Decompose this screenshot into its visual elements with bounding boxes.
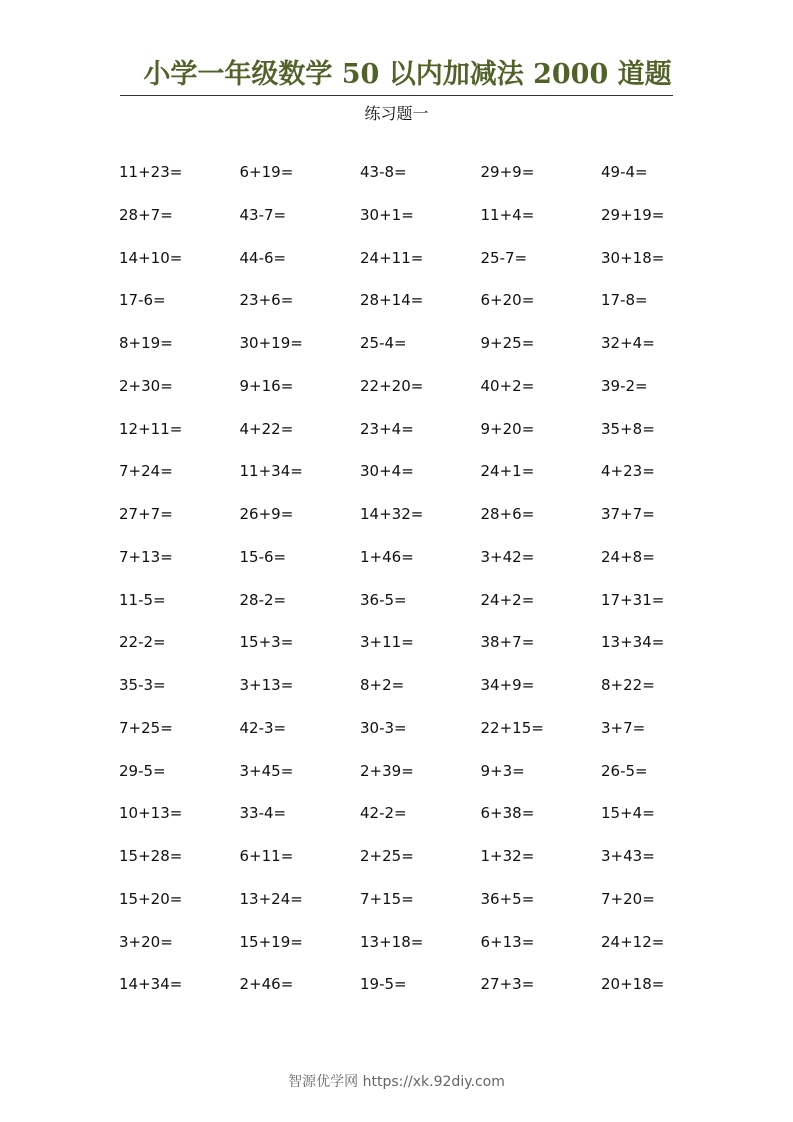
math-problem: 22+20= bbox=[360, 376, 424, 395]
math-problem: 3+43= bbox=[601, 847, 655, 865]
math-problem: 24+8= bbox=[601, 547, 655, 566]
math-problem: 7+13= bbox=[119, 547, 173, 566]
math-problem: 14+32= bbox=[360, 505, 424, 523]
math-problem: 25-4= bbox=[360, 334, 407, 352]
math-problem: 30+4= bbox=[360, 462, 414, 481]
page-title: 小学一年级数学 50 以内加减法 2000 道题 bbox=[143, 59, 672, 90]
math-problem: 1+46= bbox=[360, 547, 414, 566]
math-problem: 38+7= bbox=[480, 633, 535, 652]
math-problem: 13+34= bbox=[601, 633, 665, 652]
problem-row bbox=[119, 761, 739, 804]
math-problem: 11+4= bbox=[480, 205, 535, 224]
math-problem: 11-5= bbox=[119, 590, 166, 609]
math-problem: 37+7= bbox=[601, 505, 655, 523]
math-problem: 28+6= bbox=[480, 505, 535, 523]
math-problem: 15+3= bbox=[239, 633, 294, 652]
math-problem: 11+34= bbox=[239, 462, 303, 481]
problem-row bbox=[119, 718, 739, 761]
math-problem: 35-3= bbox=[119, 676, 166, 694]
math-problem: 7+15= bbox=[360, 889, 414, 908]
math-problem: 28+7= bbox=[119, 205, 173, 224]
math-problem: 9+20= bbox=[480, 419, 535, 438]
math-problem: 22-2= bbox=[119, 633, 166, 652]
math-problem: 3+11= bbox=[360, 633, 414, 652]
math-problem: 44-6= bbox=[239, 248, 287, 267]
problem-row bbox=[119, 846, 739, 889]
math-problem: 17-8= bbox=[601, 291, 648, 310]
math-problem: 3+42= bbox=[480, 547, 535, 566]
problem-row bbox=[119, 205, 739, 248]
math-problem: 36+5= bbox=[480, 889, 535, 908]
math-problem: 4+22= bbox=[239, 419, 294, 438]
math-problem: 14+10= bbox=[119, 248, 183, 267]
footer-watermark: 智源优学网 https://xk.92diy.com bbox=[288, 1074, 505, 1090]
problem-row bbox=[119, 333, 739, 376]
math-problem: 6+19= bbox=[239, 163, 294, 181]
problem-row bbox=[119, 675, 739, 718]
math-problem: 42-3= bbox=[239, 718, 287, 737]
math-problem: 36-5= bbox=[360, 590, 407, 609]
math-problem: 8+2= bbox=[360, 676, 405, 694]
math-problem: 7+24= bbox=[119, 462, 173, 481]
math-problem: 33-4= bbox=[239, 804, 287, 823]
math-problem: 2+30= bbox=[119, 376, 173, 395]
math-problem: 43-7= bbox=[239, 205, 287, 224]
problem-row bbox=[119, 376, 739, 419]
math-problem: 12+11= bbox=[119, 419, 183, 438]
math-problem: 40+2= bbox=[480, 376, 535, 395]
math-problem: 29-5= bbox=[119, 761, 166, 780]
problem-row bbox=[119, 932, 739, 975]
problem-row bbox=[119, 419, 739, 462]
math-problem: 1+32= bbox=[480, 847, 535, 865]
math-problem: 2+25= bbox=[360, 847, 414, 865]
math-problem: 15+20= bbox=[119, 889, 183, 908]
math-problem: 3+13= bbox=[239, 676, 294, 694]
problem-row bbox=[119, 590, 739, 633]
math-problem: 22+15= bbox=[480, 718, 544, 737]
math-problem: 30-3= bbox=[360, 718, 407, 737]
math-problem: 4+23= bbox=[601, 462, 655, 481]
math-problem: 6+11= bbox=[239, 847, 294, 865]
math-problem: 24+1= bbox=[480, 462, 535, 481]
math-problem: 8+19= bbox=[119, 334, 173, 352]
math-problem: 30+19= bbox=[239, 334, 303, 352]
problem-row bbox=[119, 547, 739, 590]
problem-grid bbox=[119, 162, 739, 1017]
math-problem: 28-2= bbox=[239, 590, 287, 609]
math-problem: 6+20= bbox=[480, 291, 535, 310]
math-problem: 24+2= bbox=[480, 590, 535, 609]
math-problem: 32+4= bbox=[601, 334, 655, 352]
math-problem: 30+1= bbox=[360, 205, 414, 224]
math-problem: 39-2= bbox=[601, 376, 648, 395]
math-problem: 26+9= bbox=[239, 505, 294, 523]
math-problem: 28+14= bbox=[360, 291, 424, 310]
math-problem: 11+23= bbox=[119, 163, 183, 181]
math-problem: 27+7= bbox=[119, 505, 173, 523]
math-problem: 9+25= bbox=[480, 334, 535, 352]
math-problem: 3+45= bbox=[239, 761, 294, 780]
math-problem: 15+19= bbox=[239, 932, 303, 951]
math-problem: 6+38= bbox=[480, 804, 535, 823]
math-problem: 24+11= bbox=[360, 248, 424, 267]
problem-row bbox=[119, 504, 739, 547]
math-problem: 6+13= bbox=[480, 932, 535, 951]
problem-row bbox=[119, 248, 739, 291]
problem-row bbox=[119, 632, 739, 675]
math-problem: 49-4= bbox=[601, 163, 648, 181]
math-problem: 9+16= bbox=[239, 376, 294, 395]
math-problem: 35+8= bbox=[601, 419, 655, 438]
math-problem: 13+18= bbox=[360, 932, 424, 951]
math-problem: 8+22= bbox=[601, 676, 655, 694]
math-problem: 15+4= bbox=[601, 804, 655, 823]
math-problem: 7+25= bbox=[119, 718, 173, 737]
math-problem: 7+20= bbox=[601, 889, 655, 908]
math-problem: 34+9= bbox=[480, 676, 535, 694]
math-problem: 15+28= bbox=[119, 847, 183, 865]
math-problem: 42-2= bbox=[360, 804, 407, 823]
problem-row bbox=[119, 290, 739, 333]
math-problem: 3+7= bbox=[601, 718, 646, 737]
math-problem: 23+4= bbox=[360, 419, 414, 438]
math-problem: 3+20= bbox=[119, 932, 173, 951]
math-problem: 14+34= bbox=[119, 975, 183, 994]
math-problem: 19-5= bbox=[360, 975, 407, 994]
math-problem: 24+12= bbox=[601, 932, 665, 951]
math-problem: 13+24= bbox=[239, 889, 303, 908]
math-problem: 15-6= bbox=[239, 547, 287, 566]
math-problem: 26-5= bbox=[601, 761, 648, 780]
exercise-subtitle: 练习题一 bbox=[364, 104, 429, 123]
math-problem: 29+19= bbox=[601, 205, 665, 224]
math-problem: 17+31= bbox=[601, 590, 665, 609]
problem-row bbox=[119, 889, 739, 932]
math-problem: 2+39= bbox=[360, 761, 414, 780]
math-problem: 10+13= bbox=[119, 804, 183, 823]
math-problem: 43-8= bbox=[360, 163, 407, 181]
math-problem: 30+18= bbox=[601, 248, 665, 267]
math-problem: 23+6= bbox=[239, 291, 294, 310]
math-problem: 27+3= bbox=[480, 975, 535, 994]
problem-row bbox=[119, 461, 739, 504]
math-problem: 25-7= bbox=[480, 248, 528, 267]
math-problem: 9+3= bbox=[480, 761, 525, 780]
problem-row bbox=[119, 803, 739, 846]
math-problem: 29+9= bbox=[480, 163, 535, 181]
title-underline bbox=[120, 95, 673, 96]
math-problem: 17-6= bbox=[119, 291, 166, 310]
problem-row bbox=[119, 974, 739, 1017]
math-problem: 2+46= bbox=[239, 975, 294, 994]
problem-row bbox=[119, 162, 739, 205]
math-problem: 20+18= bbox=[601, 975, 665, 994]
